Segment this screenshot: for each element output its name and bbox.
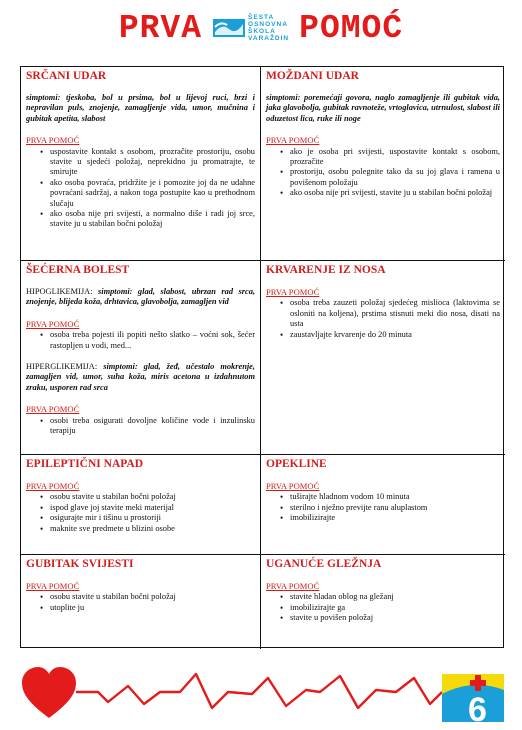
section-7 — [21, 555, 261, 649]
section-title: EPILEPTIČNI NAPAD — [26, 458, 144, 470]
symptoms-text — [266, 93, 500, 124]
section-title: GUBITAK SVIJESTI — [26, 558, 134, 570]
logo-line: ŠKOLA — [248, 28, 276, 35]
section-2 — [261, 67, 505, 261]
symptoms-list: simptomi: tjeskoba, bol u prsima, bol u lijevoj ruci, brzi i nepravilan puls, znojenje, zamagljenje vida, umor, mučnina i gubitak apetita, slabost — [26, 93, 255, 123]
title-prva: PRVA — [118, 9, 203, 47]
symptoms-list: simptomi: poremećaji govora, naglo zamagljenje ili gubitak vida, jaka glavobolja, gubitak ravnoteže, vrtoglavica, utrnulost, slabost ili oduzetost lica, ruke ili noge — [266, 93, 500, 123]
list-item: • ako osoba nije pri svijesti, a normalno diše i radi joj srce, stavite ju u stabilan bočni položaj — [40, 209, 255, 230]
first-aid-steps — [266, 298, 500, 340]
first-aid-heading: PRVA POMOĆ — [26, 581, 80, 591]
list-item: • ispod glave joj stavite meki materijal — [40, 503, 255, 513]
logo-line: OSNOVNA — [248, 21, 288, 28]
first-aid-steps — [26, 330, 255, 351]
section-6 — [261, 455, 505, 555]
list-item: • imobilizirajte ga — [280, 603, 500, 613]
first-aid-steps — [266, 147, 500, 199]
first-aid-steps — [266, 592, 500, 623]
list-item: • uspostavite kontakt s osobom, prozračite prostoriju, osobu stavite u sjedeći položaj, neprekidno ju promatrajte, te smirujte — [40, 147, 255, 178]
list-item: • maknite sve predmete u blizini osobe — [40, 524, 255, 534]
list-item: • utoplite ju — [40, 603, 255, 613]
section-1 — [21, 67, 261, 261]
first-aid-heading: PRVA POMOĆ — [26, 135, 80, 146]
list-item: • osoba treba zauzeti položaj sjedećeg mislioca (laktovima se osloniti na koljena), prstima stisnuti meki dio nosa, disati na usta — [280, 298, 500, 329]
page-header — [0, 6, 522, 50]
list-item: • tuširajte hladnom vodom 10 minuta — [280, 492, 500, 502]
list-item: • stavite hladan oblog na gležanj — [280, 592, 500, 602]
first-aid-table — [20, 66, 504, 648]
list-item: • osobu stavite u stabilan bočni položaj — [40, 492, 255, 502]
first-aid-heading: PRVA POMOĆ — [26, 318, 80, 329]
section-3 — [21, 261, 261, 455]
first-aid-steps — [26, 592, 255, 613]
symptoms-text — [26, 93, 255, 124]
first-aid-heading: PRVA POMOĆ — [266, 481, 320, 491]
school-logo-text — [248, 14, 289, 42]
symptoms-list: simptomi: glad, slabost, ubrzan rad srca, znojenje, blijeda koža, drhtavica, glavobolja, zamagljen vid — [26, 287, 256, 307]
section-title: OPEKLINE — [266, 458, 327, 470]
symptoms-list: simptomi: glad, žeđ, učestalo mokrenje, zamagljen vid, umor, suha koža, miris acetona u izdahnutom zraku, usporen rad srca — [26, 362, 255, 392]
section-title: MOŽDANI UDAR — [266, 70, 359, 82]
first-aid-heading: PRVA POMOĆ — [266, 581, 320, 591]
title-pomoc: POMOĆ — [299, 9, 404, 47]
heartbeat-line-icon — [76, 674, 442, 708]
first-aid-heading: PRVA POMOĆ — [26, 481, 80, 491]
list-item: • zaustavljajte krvarenje do 20 minuta — [280, 330, 500, 340]
footer-decoration — [20, 664, 504, 722]
school-logo-icon — [212, 15, 246, 41]
logo-line: ŠESTA — [248, 14, 275, 21]
list-item: • prostoriju, osobu polegnite tako da su joj glava i ramena u povišenom položaju — [280, 167, 500, 188]
condition-label: HIPOGLIKEMIJA: — [26, 287, 99, 296]
section-title: UGANUĆE GLEŽNJA — [266, 558, 382, 570]
list-item: • ako je osoba pri svijesti, uspostavite kontakt s osobom, prozračite — [280, 147, 500, 168]
heart-icon — [22, 667, 76, 718]
section-5 — [21, 455, 261, 555]
list-item: • osobi treba osigurati dovoljne količine vode i inzulinsku terapiju — [40, 416, 255, 437]
first-aid-heading: PRVA POMOĆ — [266, 287, 320, 297]
first-aid-steps — [26, 492, 255, 534]
badge-number: 6 — [468, 691, 487, 722]
first-aid-steps — [26, 416, 255, 437]
list-item: • osigurajte mir i tišinu u prostoriji — [40, 513, 255, 523]
section-title: SRČANI UDAR — [26, 70, 107, 82]
section-4 — [261, 261, 505, 455]
first-aid-heading: PRVA POMOĆ — [26, 404, 80, 415]
first-aid-steps — [266, 492, 500, 523]
school-six-badge-icon — [442, 674, 504, 722]
first-aid-steps — [26, 147, 255, 230]
section-title: ŠEĆERNA BOLEST — [26, 264, 130, 276]
first-aid-heading: PRVA POMOĆ — [266, 135, 320, 146]
list-item: • imobilizirajte — [280, 513, 500, 523]
list-item: • osobu stavite u stabilan bočni položaj — [40, 592, 255, 602]
symptoms-text — [26, 287, 255, 308]
symptoms-text — [26, 362, 255, 393]
list-item: • stavite u povišen položaj — [280, 613, 500, 623]
list-item: • osoba treba pojesti ili popiti nešto slatko – voćni sok, šećer rastopljen u vodi, med... — [40, 330, 255, 351]
section-title: KRVARENJE IZ NOSA — [266, 264, 386, 276]
condition-label: HIPERGLIKEMIJA: — [26, 362, 104, 372]
section-8 — [261, 555, 505, 649]
logo-line: VARAŽDIN — [248, 35, 290, 42]
list-item: • ako osoba povraća, pridržite je i pomozite joj da ne udahne povraćani sadržaj, a nakon toga postupite kao u prethodnom slučaju — [40, 178, 255, 209]
list-item: • ako osoba nije pri svijesti, stavite ju u stabilan bočni položaj — [280, 188, 500, 198]
list-item: • sterilno i nježno previjte ranu aluplastom — [280, 503, 500, 513]
school-logo — [212, 14, 289, 42]
